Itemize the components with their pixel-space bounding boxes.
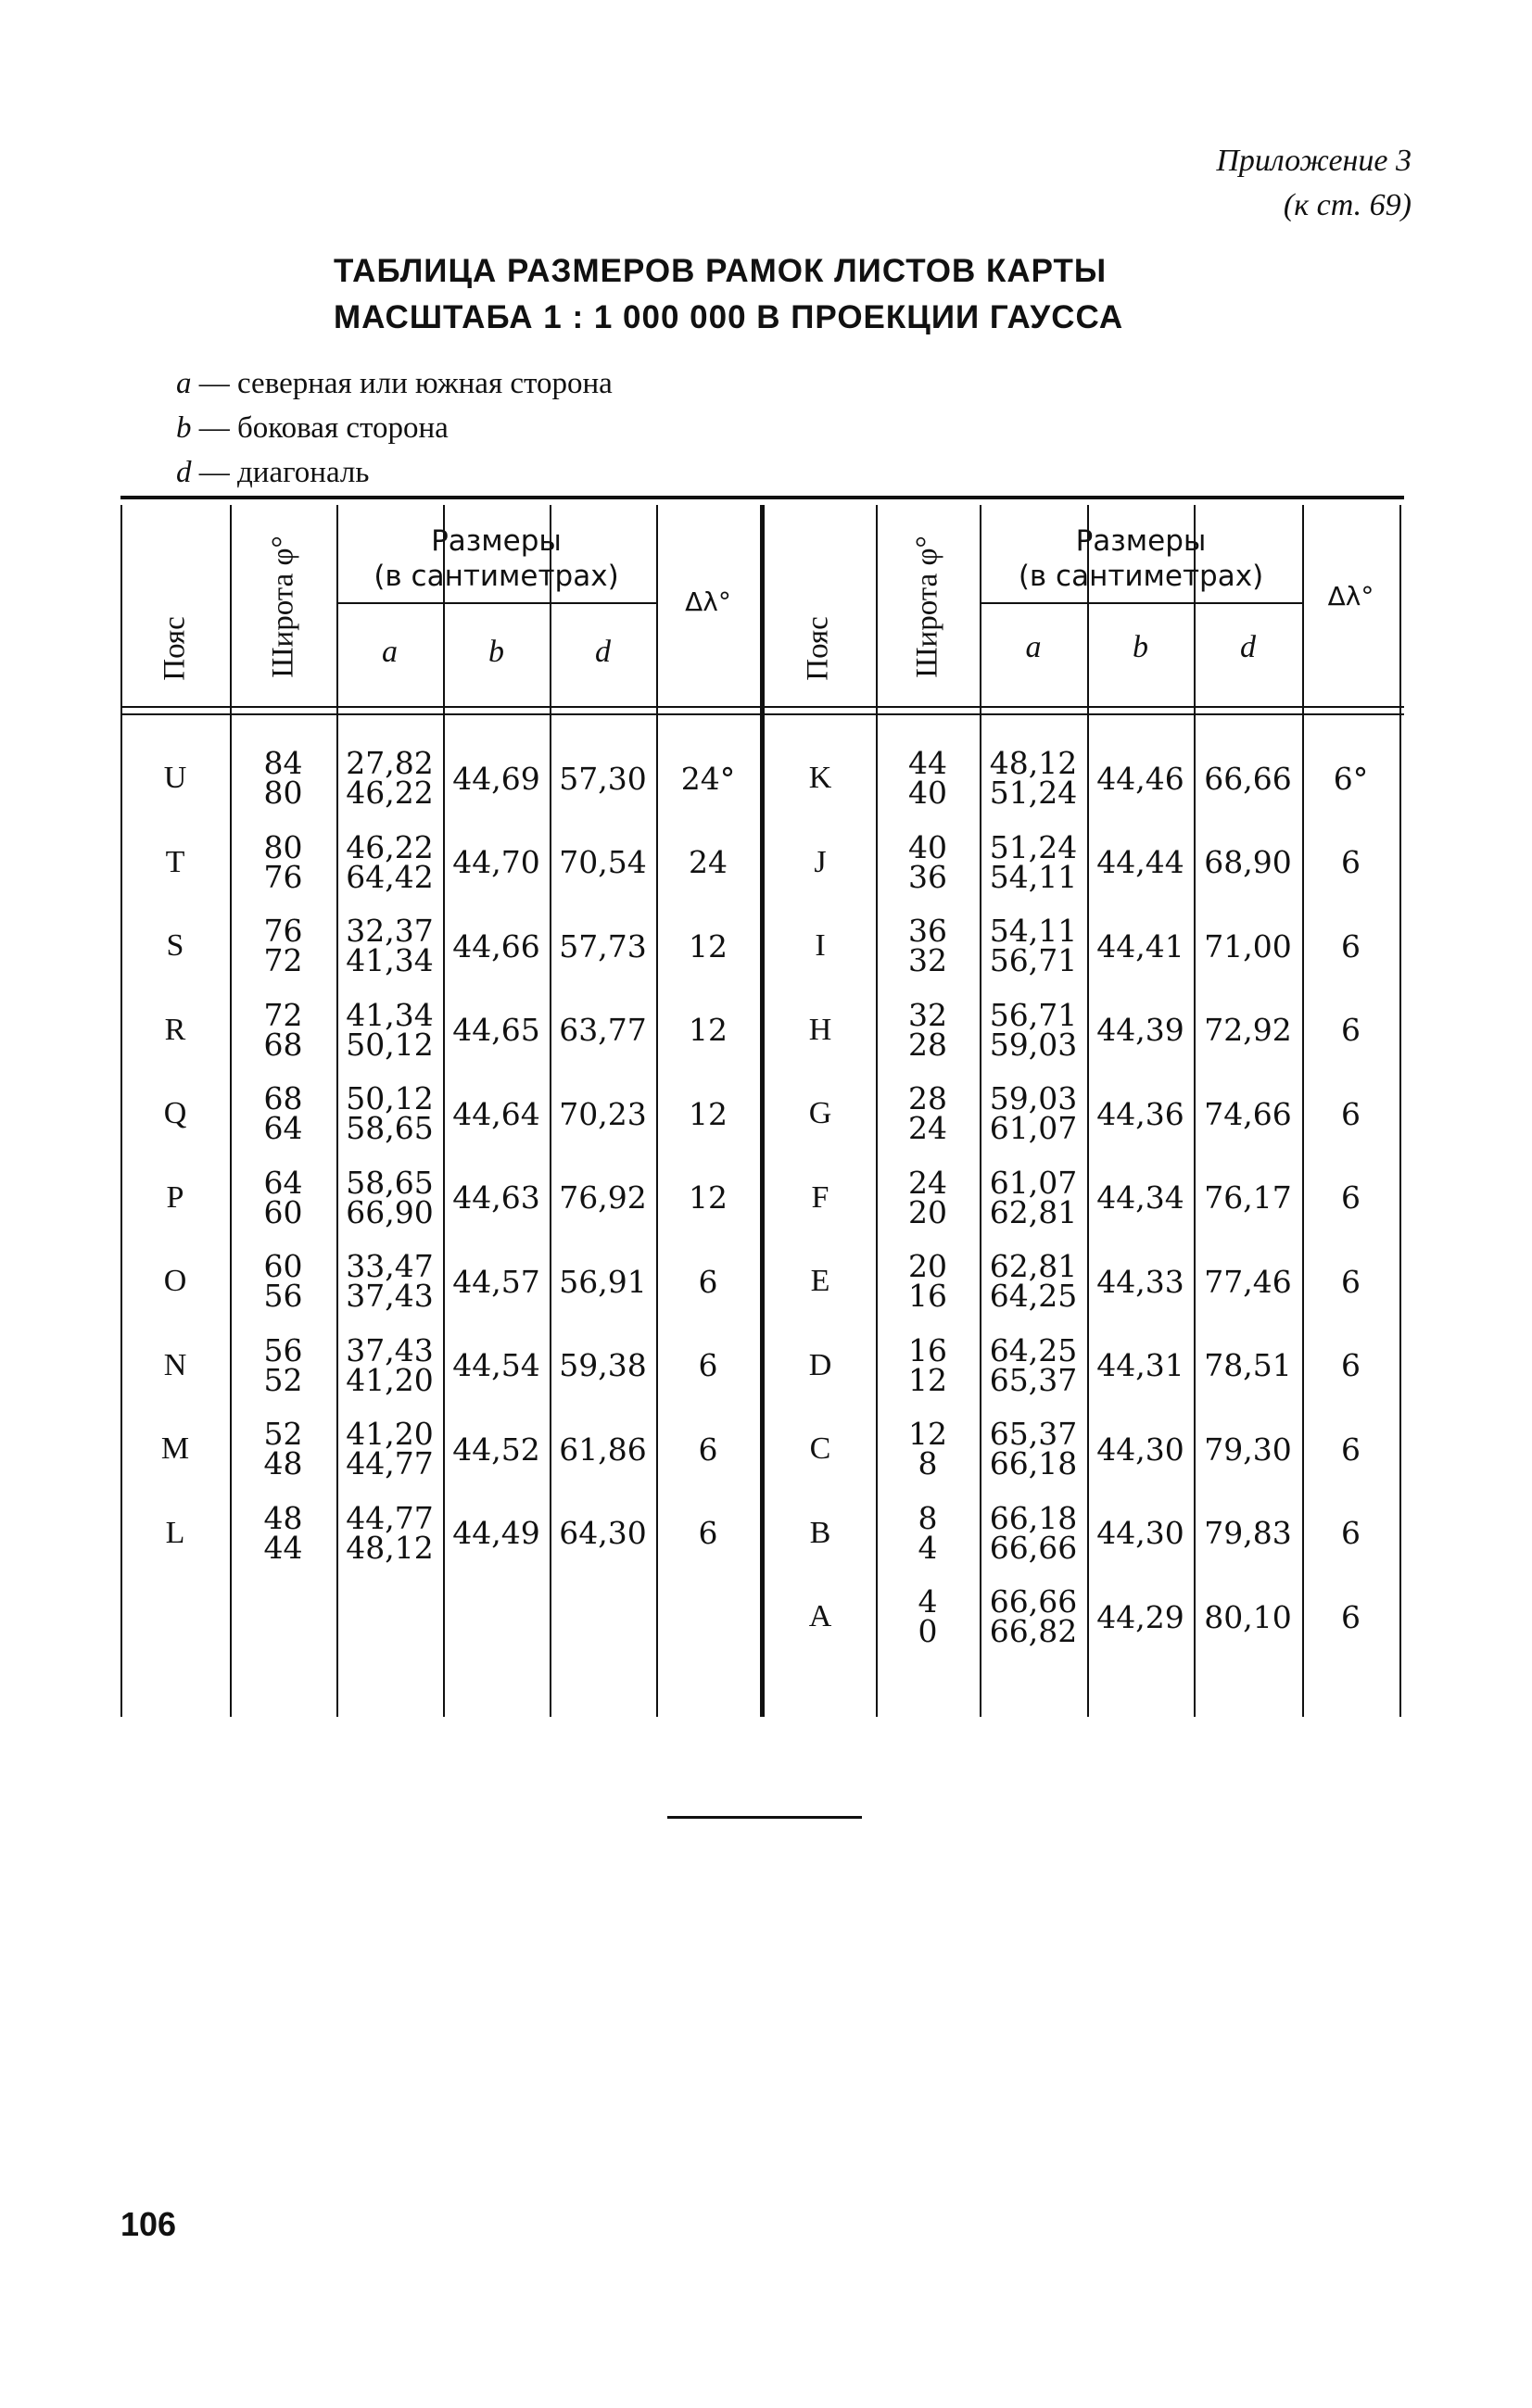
d-cell-value: 63,77 — [559, 1012, 647, 1048]
a-cell — [980, 1240, 1087, 1323]
dlambda-cell — [1302, 989, 1399, 1072]
d-cell — [1194, 1072, 1302, 1155]
a-cell-value: 54,11 — [989, 858, 1078, 895]
a-cell-value: 58,65 — [346, 1164, 434, 1201]
dlambda-cell — [1302, 1492, 1399, 1575]
latitude-cell-value: 16 — [908, 1331, 947, 1368]
latitude-cell-value: 68 — [263, 1026, 303, 1063]
dlambda-cell-value: 6 — [1341, 1347, 1361, 1383]
a-cell-value: 41,34 — [346, 996, 434, 1033]
latitude-cell-value: 16 — [908, 1278, 947, 1314]
b-cell-value: 44,36 — [1096, 1095, 1184, 1132]
zone-cell-value: I — [815, 928, 826, 963]
header-latitude: Широта φ° — [910, 536, 944, 678]
b-cell-value: 44,49 — [452, 1515, 540, 1551]
d-cell — [1194, 821, 1302, 904]
a-cell-value: 51,24 — [989, 828, 1078, 865]
zone-cell — [765, 1407, 876, 1491]
header-b: b — [488, 635, 504, 669]
sizes-subheader-rule — [980, 602, 1302, 604]
appendix-line-2: (к ст. 69) — [1283, 188, 1412, 222]
dlambda-cell — [1302, 737, 1399, 820]
zone-cell-value: A — [808, 1599, 832, 1633]
zone-cell — [765, 1240, 876, 1323]
d-cell — [1194, 1240, 1302, 1323]
a-cell-value: 27,82 — [346, 745, 434, 781]
b-cell — [1087, 904, 1194, 988]
latitude-cell-value: 32 — [908, 996, 947, 1033]
title-line-1: ТАБЛИЦА РАЗМЕРОВ РАМОК ЛИСТОВ КАРТЫ — [334, 253, 1108, 289]
dlambda-cell-value: 24 — [689, 844, 728, 880]
zone-cell-value: P — [166, 1179, 184, 1215]
dlambda-cell-value: 24° — [680, 760, 736, 797]
d-cell — [1194, 737, 1302, 820]
latitude-cell-value: 20 — [908, 1248, 947, 1284]
latitude-cell-value: 40 — [908, 775, 947, 811]
zone-cell-value: J — [814, 844, 827, 879]
header-rule — [120, 713, 1404, 715]
header-zone: Пояс — [158, 616, 192, 681]
latitude-cell-value: 36 — [908, 858, 947, 895]
dlambda-cell-value: 12 — [689, 1095, 728, 1132]
dlambda-cell-value: 12 — [689, 927, 728, 964]
dlambda-cell — [1302, 1240, 1399, 1323]
dlambda-cell — [1302, 1407, 1399, 1491]
d-cell-value: 74,66 — [1204, 1095, 1292, 1132]
dlambda-cell-value: 6° — [1333, 760, 1369, 797]
dlambda-cell — [1302, 1575, 1399, 1658]
d-cell — [1194, 1324, 1302, 1407]
header-latitude: Широта φ° — [266, 536, 300, 678]
b-cell-value: 44,34 — [1096, 1179, 1184, 1216]
latitude-cell-value: 12 — [908, 1361, 947, 1398]
a-cell — [980, 989, 1087, 1072]
zone-cell — [765, 1072, 876, 1155]
a-cell-value: 56,71 — [989, 996, 1078, 1033]
header-d: d — [1240, 630, 1256, 664]
legend — [176, 361, 613, 495]
sizes-subheader-rule — [336, 602, 656, 604]
appendix-line-1: Приложение 3 — [1216, 144, 1412, 178]
latitude-cell-value: 52 — [263, 1416, 303, 1452]
a-cell-value: 66,66 — [989, 1529, 1078, 1566]
d-cell-value: 61,86 — [559, 1431, 647, 1468]
latitude-cell-value: 72 — [263, 942, 303, 978]
latitude-cell — [876, 1240, 980, 1323]
latitude-cell-value: 32 — [908, 942, 947, 978]
d-cell — [1194, 904, 1302, 988]
a-cell-value: 61,07 — [989, 1164, 1078, 1201]
d-cell-value: 56,91 — [559, 1263, 647, 1300]
latitude-cell-value: 72 — [263, 996, 303, 1033]
latitude-cell-value: 80 — [263, 775, 303, 811]
zone-cell — [765, 821, 876, 904]
a-cell-value: 64,25 — [989, 1278, 1078, 1314]
legend-item: d — диагональ — [176, 456, 370, 489]
d-cell-value: 78,51 — [1204, 1347, 1292, 1383]
page-title — [334, 248, 1168, 341]
latitude-cell-value: 56 — [263, 1278, 303, 1314]
d-cell — [1194, 989, 1302, 1072]
a-cell-value: 59,03 — [989, 1026, 1078, 1063]
latitude-cell-value: 8 — [918, 1499, 938, 1536]
a-cell-value: 66,82 — [989, 1613, 1078, 1649]
d-cell — [1194, 1156, 1302, 1240]
table-row — [120, 989, 1404, 1072]
a-cell-value: 33,47 — [346, 1248, 434, 1284]
d-cell-value: 57,73 — [559, 927, 647, 964]
dlambda-cell-value: 12 — [689, 1012, 728, 1048]
header-sizes: Размеры (в сантиметрах) — [374, 524, 619, 593]
a-cell-value: 50,12 — [346, 1080, 434, 1116]
zone-cell-value: T — [165, 844, 185, 879]
zone-cell — [765, 1156, 876, 1240]
latitude-cell-value: 0 — [918, 1613, 938, 1649]
a-cell-value: 62,81 — [989, 1193, 1078, 1230]
zone-cell-value: O — [163, 1264, 187, 1298]
latitude-cell-value: 44 — [908, 745, 947, 781]
d-cell-value: 76,17 — [1204, 1179, 1292, 1216]
a-cell-value: 41,20 — [346, 1361, 434, 1398]
latitude-cell-value: 44 — [263, 1529, 303, 1566]
b-cell — [1087, 821, 1194, 904]
dlambda-cell-value: 6 — [698, 1431, 718, 1468]
dlambda-cell-value: 12 — [689, 1179, 728, 1216]
a-cell — [980, 1492, 1087, 1575]
d-cell-value: 71,00 — [1204, 927, 1292, 964]
zone-cell — [765, 1492, 876, 1575]
a-cell-value: 46,22 — [346, 828, 434, 865]
zone-cell — [765, 1324, 876, 1407]
a-cell — [980, 1072, 1087, 1155]
dlambda-cell-value: 6 — [1341, 1012, 1361, 1048]
d-cell — [1194, 1575, 1302, 1658]
zone-cell-value: Q — [163, 1096, 187, 1130]
latitude-cell-value: 64 — [263, 1164, 303, 1201]
d-cell — [1194, 1492, 1302, 1575]
a-cell — [980, 821, 1087, 904]
b-cell — [1087, 1156, 1194, 1240]
b-cell — [1087, 1072, 1194, 1155]
d-cell-value: 57,30 — [559, 760, 647, 797]
dlambda-cell-value: 6 — [698, 1347, 718, 1383]
latitude-cell — [876, 737, 980, 820]
b-cell-value: 44,54 — [452, 1347, 540, 1383]
b-cell — [1087, 1240, 1194, 1323]
zone-cell-value: S — [166, 928, 184, 963]
header-b: b — [1133, 630, 1148, 664]
table-row — [120, 1324, 1404, 1407]
a-cell-value: 64,25 — [989, 1331, 1078, 1368]
latitude-cell-value: 48 — [263, 1445, 303, 1481]
dlambda-cell-value: 6 — [1341, 1095, 1361, 1132]
a-cell — [980, 1324, 1087, 1407]
b-cell-value: 44,31 — [1096, 1347, 1184, 1383]
a-cell-value: 56,71 — [989, 942, 1078, 978]
dlambda-cell-value: 6 — [1341, 844, 1361, 880]
dlambda-cell — [1302, 1324, 1399, 1407]
latitude-cell-value: 20 — [908, 1193, 947, 1230]
appendix-note — [1216, 139, 1412, 228]
a-cell-value: 48,12 — [346, 1529, 434, 1566]
b-cell-value: 44,30 — [1096, 1515, 1184, 1551]
b-cell — [1087, 1407, 1194, 1491]
a-cell-value: 44,77 — [346, 1445, 434, 1481]
frame-size-table — [120, 505, 1404, 1717]
b-cell — [1087, 1492, 1194, 1575]
header-dlambda: Δλ° — [1327, 581, 1374, 611]
latitude-cell-value: 36 — [908, 913, 947, 949]
a-cell-value: 65,37 — [989, 1416, 1078, 1452]
a-cell-value: 65,37 — [989, 1361, 1078, 1398]
a-cell — [980, 1156, 1087, 1240]
b-cell-value: 44,70 — [452, 844, 540, 880]
a-cell-value: 61,07 — [989, 1110, 1078, 1146]
b-cell-value: 44,33 — [1096, 1263, 1184, 1300]
latitude-cell-value: 56 — [263, 1331, 303, 1368]
b-cell-value: 44,64 — [452, 1095, 540, 1132]
a-cell — [980, 1575, 1087, 1658]
latitude-cell-value: 24 — [908, 1164, 947, 1201]
d-cell-value: 66,66 — [1204, 760, 1292, 797]
zone-cell-value: N — [163, 1347, 187, 1382]
table-row — [120, 1575, 1404, 1658]
b-cell-value: 44,46 — [1096, 760, 1184, 797]
zone-cell-value: F — [811, 1179, 829, 1215]
zone-cell-value: E — [810, 1264, 830, 1298]
dlambda-cell-value: 6 — [1341, 1515, 1361, 1551]
b-cell-value: 44,69 — [452, 760, 540, 797]
latitude-cell — [876, 1156, 980, 1240]
dlambda-cell-value: 6 — [698, 1263, 718, 1300]
latitude-cell-value: 64 — [263, 1110, 303, 1146]
zone-cell-value: B — [809, 1515, 831, 1550]
dlambda-cell-value: 6 — [1341, 1431, 1361, 1468]
header-zone: Пояс — [801, 616, 835, 681]
zone-cell-value: K — [808, 761, 832, 795]
d-cell-value: 80,10 — [1204, 1598, 1292, 1635]
b-cell — [1087, 737, 1194, 820]
a-cell-value: 50,12 — [346, 1026, 434, 1063]
table-row — [120, 821, 1404, 904]
zone-cell-value: U — [163, 761, 187, 795]
zone-cell-value: C — [809, 1431, 831, 1466]
latitude-cell-value: 4 — [918, 1583, 938, 1620]
b-cell-value: 44,65 — [452, 1012, 540, 1048]
latitude-cell-value: 40 — [908, 828, 947, 865]
zone-cell — [765, 989, 876, 1072]
latitude-cell — [876, 989, 980, 1072]
a-cell-value: 66,90 — [346, 1193, 434, 1230]
b-cell-value: 44,29 — [1096, 1598, 1184, 1635]
latitude-cell — [876, 1492, 980, 1575]
b-cell-value: 44,30 — [1096, 1431, 1184, 1468]
d-cell-value: 59,38 — [559, 1347, 647, 1383]
title-line-2: МАСШТАБА 1 : 1 000 000 В ПРОЕКЦИИ ГАУССА — [334, 299, 1124, 335]
latitude-cell-value: 28 — [908, 1080, 947, 1116]
a-cell-value: 44,77 — [346, 1499, 434, 1536]
table-row — [120, 1156, 1404, 1240]
zone-cell-value: M — [160, 1431, 190, 1466]
header-rule — [120, 706, 1404, 708]
d-cell-value: 68,90 — [1204, 844, 1292, 880]
a-cell — [980, 1407, 1087, 1491]
latitude-cell-value: 60 — [263, 1193, 303, 1230]
a-cell-value: 66,18 — [989, 1445, 1078, 1481]
a-cell-value: 48,12 — [989, 745, 1078, 781]
a-cell-value: 51,24 — [989, 775, 1078, 811]
latitude-cell — [876, 1407, 980, 1491]
header-sizes: Размеры (в сантиметрах) — [1018, 524, 1264, 593]
d-cell-value: 76,92 — [559, 1179, 647, 1216]
zone-cell-value: H — [808, 1012, 832, 1047]
latitude-cell-value: 76 — [263, 913, 303, 949]
dlambda-cell — [1302, 904, 1399, 988]
latitude-cell — [876, 821, 980, 904]
end-rule — [667, 1816, 862, 1819]
dlambda-cell — [1302, 1072, 1399, 1155]
zone-cell-value: R — [164, 1012, 186, 1047]
a-cell-value: 41,20 — [346, 1416, 434, 1452]
d-cell-value: 70,54 — [559, 844, 647, 880]
table-row — [120, 737, 1404, 820]
d-cell-value: 72,92 — [1204, 1012, 1292, 1048]
d-cell-value: 79,83 — [1204, 1515, 1292, 1551]
b-cell-value: 44,52 — [452, 1431, 540, 1468]
zone-cell-value: G — [808, 1096, 832, 1130]
table-row — [120, 1072, 1404, 1155]
a-cell-value: 64,42 — [346, 858, 434, 895]
legend-item: b — боковая сторона — [176, 411, 449, 445]
table-row — [120, 1407, 1404, 1491]
a-cell-value: 66,66 — [989, 1583, 1078, 1620]
b-cell — [1087, 989, 1194, 1072]
header-a: a — [382, 635, 398, 669]
b-cell-value: 44,57 — [452, 1263, 540, 1300]
a-cell-value: 62,81 — [989, 1248, 1078, 1284]
a-cell — [980, 904, 1087, 988]
table-top-rule — [120, 496, 1404, 499]
latitude-cell-value: 28 — [908, 1026, 947, 1063]
b-cell-value: 44,41 — [1096, 927, 1184, 964]
latitude-cell-value: 48 — [263, 1499, 303, 1536]
table-row — [120, 904, 1404, 988]
dlambda-cell-value: 6 — [698, 1515, 718, 1551]
table-row — [120, 1240, 1404, 1323]
b-cell-value: 44,66 — [452, 927, 540, 964]
latitude-cell — [876, 1072, 980, 1155]
header-a: a — [1025, 630, 1042, 664]
dlambda-cell-value: 6 — [1341, 1598, 1361, 1635]
zone-cell-value: D — [808, 1347, 832, 1382]
latitude-cell-value: 24 — [908, 1110, 947, 1146]
a-cell-value: 58,65 — [346, 1110, 434, 1146]
latitude-cell — [876, 904, 980, 988]
dlambda-cell-value: 6 — [1341, 1179, 1361, 1216]
d-cell-value: 77,46 — [1204, 1263, 1292, 1300]
d-cell-value: 64,30 — [559, 1515, 647, 1551]
d-cell-value: 79,30 — [1204, 1431, 1292, 1468]
d-cell — [1194, 1407, 1302, 1491]
table-row — [120, 1492, 1404, 1575]
b-cell-value: 44,44 — [1096, 844, 1184, 880]
latitude-cell-value: 76 — [263, 858, 303, 895]
zone-cell — [765, 904, 876, 988]
latitude-cell-value: 4 — [918, 1529, 938, 1566]
page-number: 106 — [120, 2205, 177, 2243]
dlambda-cell-value: 6 — [1341, 927, 1361, 964]
b-cell — [1087, 1324, 1194, 1407]
a-cell-value: 54,11 — [989, 913, 1078, 949]
zone-cell — [765, 1575, 876, 1658]
latitude-cell-value: 8 — [918, 1445, 938, 1481]
latitude-cell — [876, 1575, 980, 1658]
header-d: d — [595, 635, 611, 669]
a-cell — [980, 737, 1087, 820]
a-cell-value: 37,43 — [346, 1278, 434, 1314]
a-cell-value: 37,43 — [346, 1331, 434, 1368]
b-cell-value: 44,39 — [1096, 1012, 1184, 1048]
a-cell-value: 59,03 — [989, 1080, 1078, 1116]
latitude-cell-value: 68 — [263, 1080, 303, 1116]
zone-cell-value: L — [165, 1515, 185, 1550]
header-dlambda: Δλ° — [685, 586, 731, 617]
a-cell-value: 66,18 — [989, 1499, 1078, 1536]
d-cell-value: 70,23 — [559, 1095, 647, 1132]
a-cell-value: 46,22 — [346, 775, 434, 811]
b-cell-value: 44,63 — [452, 1179, 540, 1216]
dlambda-cell — [1302, 821, 1399, 904]
dlambda-cell-value: 6 — [1341, 1263, 1361, 1300]
dlambda-cell — [1302, 1156, 1399, 1240]
latitude-cell-value: 52 — [263, 1361, 303, 1398]
latitude-cell-value: 84 — [263, 745, 303, 781]
latitude-cell-value: 60 — [263, 1248, 303, 1284]
b-cell — [1087, 1575, 1194, 1658]
latitude-cell — [876, 1324, 980, 1407]
a-cell-value: 32,37 — [346, 913, 434, 949]
latitude-cell-value: 80 — [263, 828, 303, 865]
legend-item: a — северная или южная сторона — [176, 367, 613, 400]
zone-cell — [765, 737, 876, 820]
a-cell-value: 41,34 — [346, 942, 434, 978]
latitude-cell-value: 12 — [908, 1416, 947, 1452]
